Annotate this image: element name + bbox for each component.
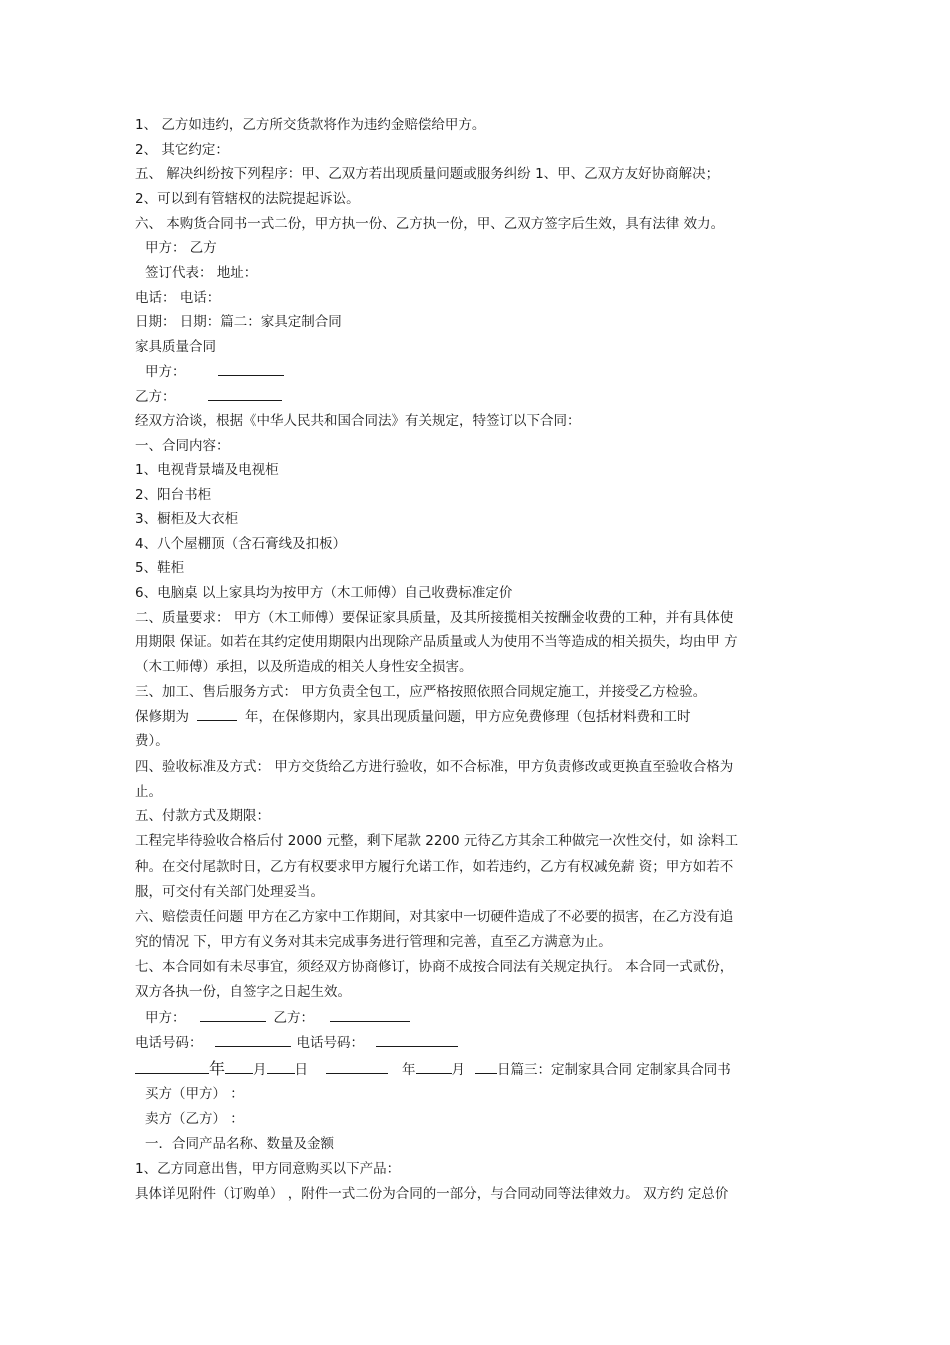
- text-line: （木工师傅）承担，以及所造成的相关人身性安全损害。: [135, 659, 473, 675]
- party-a-line: [145, 360, 825, 385]
- date-blanks-line: [135, 1057, 815, 1083]
- text-line: 经双方洽谈，根据《中华人民共和国合同法》有关规定，特签订以下合同：: [135, 413, 581, 429]
- party-b-signature-blank: [330, 1006, 410, 1022]
- text-line: 一、合同内容：: [135, 438, 230, 454]
- text-line: 工程完毕待验收合格后付 2000 元整，剩下尾款 2200 元待乙方其余工种做完一次性交付，如 涂料工: [135, 833, 739, 849]
- text-line: 二、质量要求： 甲方（木工师傅）要保证家具质量，及其所接揽相关按酬金收费的工种，并有具体使: [135, 610, 734, 626]
- text-line: 买方（甲方） ：: [145, 1086, 244, 1102]
- text-line: 服，可交付有关部门处理妥当。: [135, 884, 324, 900]
- text-line: 四、验收标准及方式： 甲方交货给乙方进行验收，如不合标准，甲方负责修改或更换直至验收合格为: [135, 759, 734, 775]
- year-blank-2: [326, 1058, 388, 1074]
- year-label-2: 年: [402, 1062, 416, 1078]
- signature-line: 日期： 日期：篇二：家具定制合同: [135, 314, 342, 330]
- warranty-years-blank: [197, 705, 237, 721]
- text-line: 用期限 保证。如若在其约定使用期限内出现除产品质量或人为使用不当等造成的相关损失，均由甲 方: [135, 634, 738, 650]
- day-label: 日: [294, 1062, 309, 1078]
- text-line: 三、加工、售后服务方式： 甲方负责全包工，应严格按照依照合同规定施工，并接受乙方检验。: [135, 684, 707, 700]
- signature-line: 电话： 电话：: [135, 290, 221, 306]
- text-line: 五、付款方式及期限：: [135, 808, 270, 824]
- month-blank: [225, 1058, 253, 1074]
- warranty-line: [135, 705, 815, 730]
- text-line: 一．合同产品名称、数量及金额: [145, 1136, 334, 1152]
- year-label: 年: [209, 1059, 226, 1078]
- text-line: 2、 其它约定：: [135, 142, 229, 158]
- text-line: 五、 解决纠纷按下列程序：甲、乙双方若出现质量问题或服务纠纷 1、甲、乙双方友好协商解决；: [135, 166, 720, 182]
- section-heading: 日篇三：定制家具合同 定制家具合同书: [497, 1062, 731, 1078]
- signature-line: 签订代表： 地址：: [145, 265, 258, 281]
- party-b-label: 乙方：: [135, 389, 176, 405]
- text-line: 具体详见附件（订购单） ，附件一式二份为合同的一部分，与合同动同等法律效力。 双方约 定总价: [135, 1186, 729, 1202]
- list-item: 6、电脑桌 以上家具均为按甲方（木工师傅）自己收费标准定价: [135, 585, 513, 601]
- list-item: 2、阳台书柜: [135, 487, 212, 503]
- day-blank-2: [475, 1058, 497, 1074]
- text-line: 七、本合同如有未尽事宜，须经双方协商修订，协商不成按合同法有关规定执行。 本合同一式贰份，: [135, 959, 734, 975]
- text-line: 卖方（乙方） ：: [145, 1111, 244, 1127]
- list-item: 3、橱柜及大衣柜: [135, 511, 239, 527]
- list-item: 5、鞋柜: [135, 560, 185, 576]
- signature-line: 甲方： 乙方: [145, 240, 217, 256]
- list-item: 4、八个屋棚顶（含石膏线及扣板）: [135, 536, 347, 552]
- signature-blanks-line: [145, 1006, 825, 1031]
- warranty-text: 年，在保修期内，家具出现质量问题，甲方应免费修理（包括材料费和工时: [245, 709, 691, 725]
- text-line: 六、 本购货合同书一式二份，甲方执一份、乙方执一份，甲、乙双方签字后生效，具有法律 效力。: [135, 216, 725, 232]
- party-a-label: 甲方：: [145, 364, 186, 380]
- month-label-2: 月: [451, 1062, 466, 1078]
- text-line: 双方各执一份，自签字之日起生效。: [135, 984, 351, 1000]
- text-line: 1、 乙方如违约，乙方所交货款将作为违约金赔偿给甲方。: [135, 117, 486, 133]
- party-a-label: 甲方：: [145, 1010, 186, 1026]
- text-line: 1、乙方同意出售，甲方同意购买以下产品：: [135, 1161, 401, 1177]
- phone-label-a: 电话号码：: [135, 1035, 203, 1051]
- party-b-blank: [208, 385, 282, 401]
- text-line: 六、赔偿责任问题 甲方在乙方家中工作期间，对其家中一切硬件造成了不必要的损害，在乙方没有追: [135, 909, 734, 925]
- day-blank: [267, 1058, 295, 1074]
- text-line: 止。: [135, 784, 162, 800]
- party-a-blank: [218, 360, 284, 376]
- section-title: 家具质量合同: [135, 339, 216, 355]
- month-blank-2: [416, 1058, 452, 1074]
- phone-label-b: 电话号码：: [296, 1035, 364, 1051]
- warranty-label: 保修期为: [135, 709, 189, 725]
- party-a-signature-blank: [200, 1006, 266, 1022]
- year-blank: [135, 1058, 209, 1074]
- party-b-label: 乙方：: [273, 1010, 314, 1026]
- phone-blanks-line: [135, 1031, 815, 1056]
- text-line: 究的情况 下，甲方有义务对其未完成事务进行管理和完善，直至乙方满意为止。: [135, 934, 612, 950]
- text-line: 种。在交付尾款时日，乙方有权要求甲方履行允诺工作，如若违约，乙方有权减免薪 资；甲方如若不: [135, 859, 734, 875]
- phone-b-blank: [376, 1031, 458, 1047]
- list-item: 1、电视背景墙及电视柜: [135, 462, 279, 478]
- text-line: 2、可以到有管辖权的法院提起诉讼。: [135, 191, 360, 207]
- month-label: 月: [253, 1062, 267, 1078]
- text-line: 费）。: [135, 733, 169, 749]
- party-b-line: [135, 385, 815, 410]
- phone-a-blank: [215, 1031, 291, 1047]
